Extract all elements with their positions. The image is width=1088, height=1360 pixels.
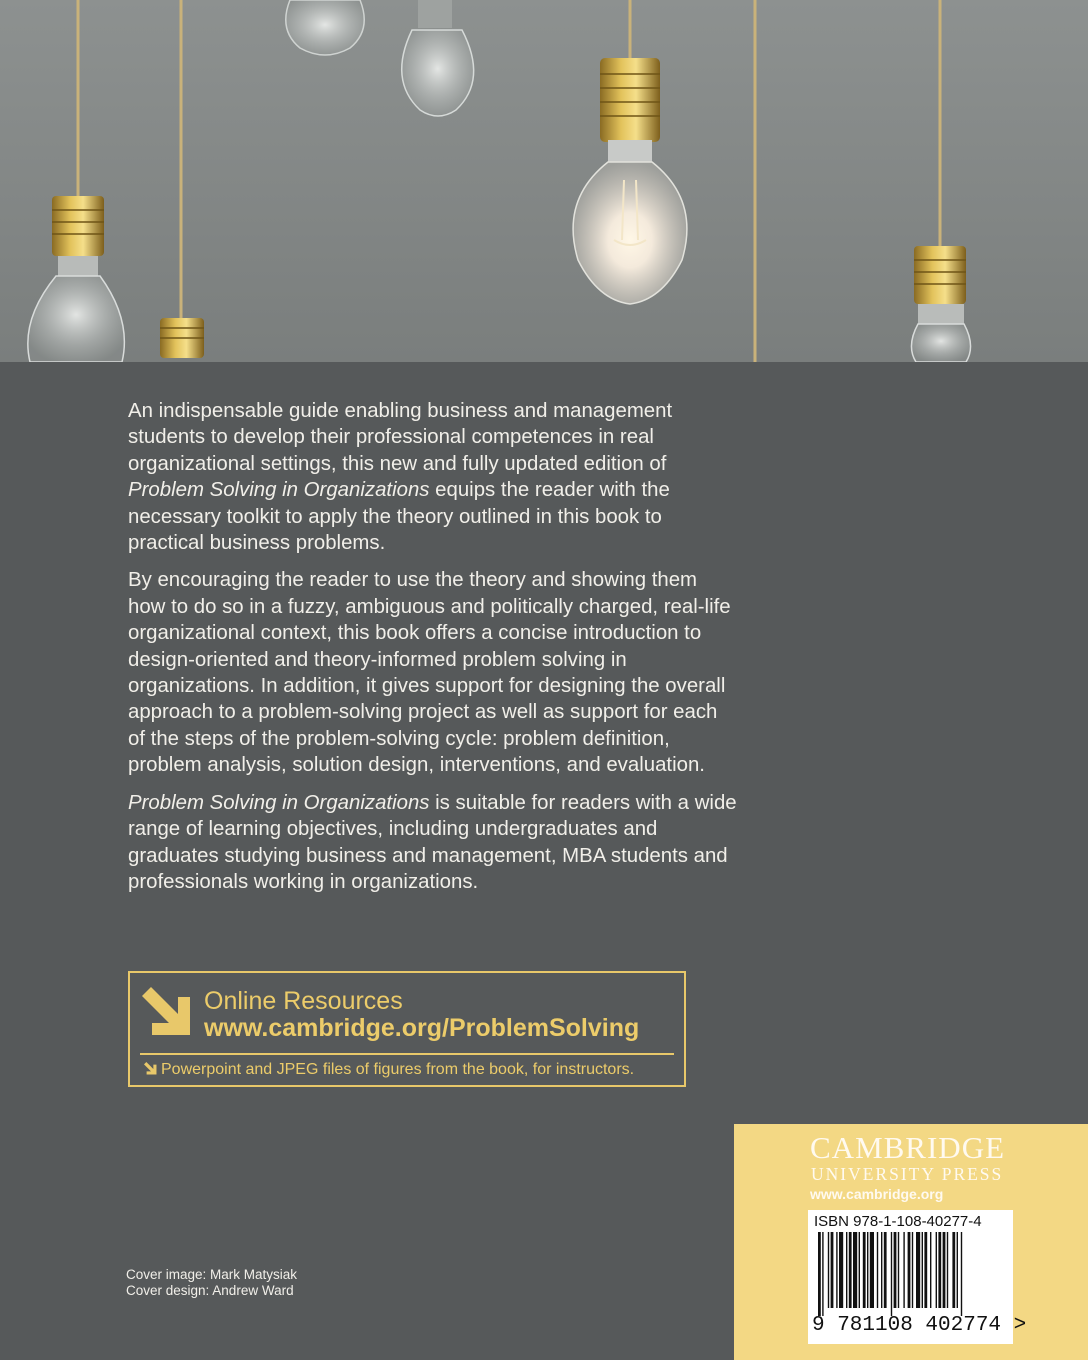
publisher-url[interactable]: www.cambridge.org [810,1186,944,1202]
cover-design-credit: Cover design: Andrew Ward [126,1283,294,1298]
online-resources-url[interactable]: www.cambridge.org/ProblemSolving [204,1014,640,1042]
book-title-inline: Problem Solving in Organizations [128,791,430,814]
book-title-inline: Problem Solving in Organizations [128,479,430,502]
cover-credits [126,1267,297,1299]
isbn-label: ISBN 978-1-108-40277-4 [814,1213,982,1230]
online-resources-divider [140,1053,674,1055]
publisher-press: UNIVERSITY PRESS [811,1164,1004,1184]
bulb-right-icon [911,246,970,362]
bulb-holder-icon [160,318,204,358]
description-paragraph-1: An indispensable guide enabling business and management students to develop their professional competences in real organizational settings, this new and fully updated edition of Problem Solving in Organizations equips the reader with the necessary toolkit to apply the theory outlined in this book to practical business problems. [128,400,673,555]
small-arrow-down-right-icon [144,1062,157,1075]
bulb-top-left-icon [286,0,364,55]
barcode-icon [812,1232,1008,1316]
arrow-down-right-icon [142,987,192,1037]
cover-photo-light-bulbs [0,0,1088,362]
online-resources-note: Powerpoint and JPEG files of figures from the book, for instructors. [144,1061,634,1079]
online-resources-heading: Online Resources [204,987,403,1015]
cover-image-credit: Cover image: Mark Matysiak [126,1267,298,1282]
book-description [128,398,738,906]
barcode-block [808,1210,1027,1344]
description-paragraph-2: By encouraging the reader to use the theory and showing them how to do so in a fuzzy, ambiguous and politically charged, real-life organizational context, this book offers a concise introduction to design-oriented and theory-informed problem solving in organizations. In addition, it gives support for designing the overall approach to a problem-solving project as well as support for each of the steps of the problem-solving cycle: problem definition, problem analysis, solution design, interventions, and evaluation. [128,569,731,777]
description-paragraph-3: Problem Solving in Organizations is suitable for readers with a wide range of learning objectives, including undergraduates and graduates studying business and management, MBA students and professionals working in organizations. [128,791,737,893]
online-resources-box [128,971,686,1087]
publisher-panel [734,1124,1088,1360]
barcode-digits: 9 781108 402774 > [812,1314,1027,1337]
publisher-name: CAMBRIDGE [810,1130,1006,1165]
